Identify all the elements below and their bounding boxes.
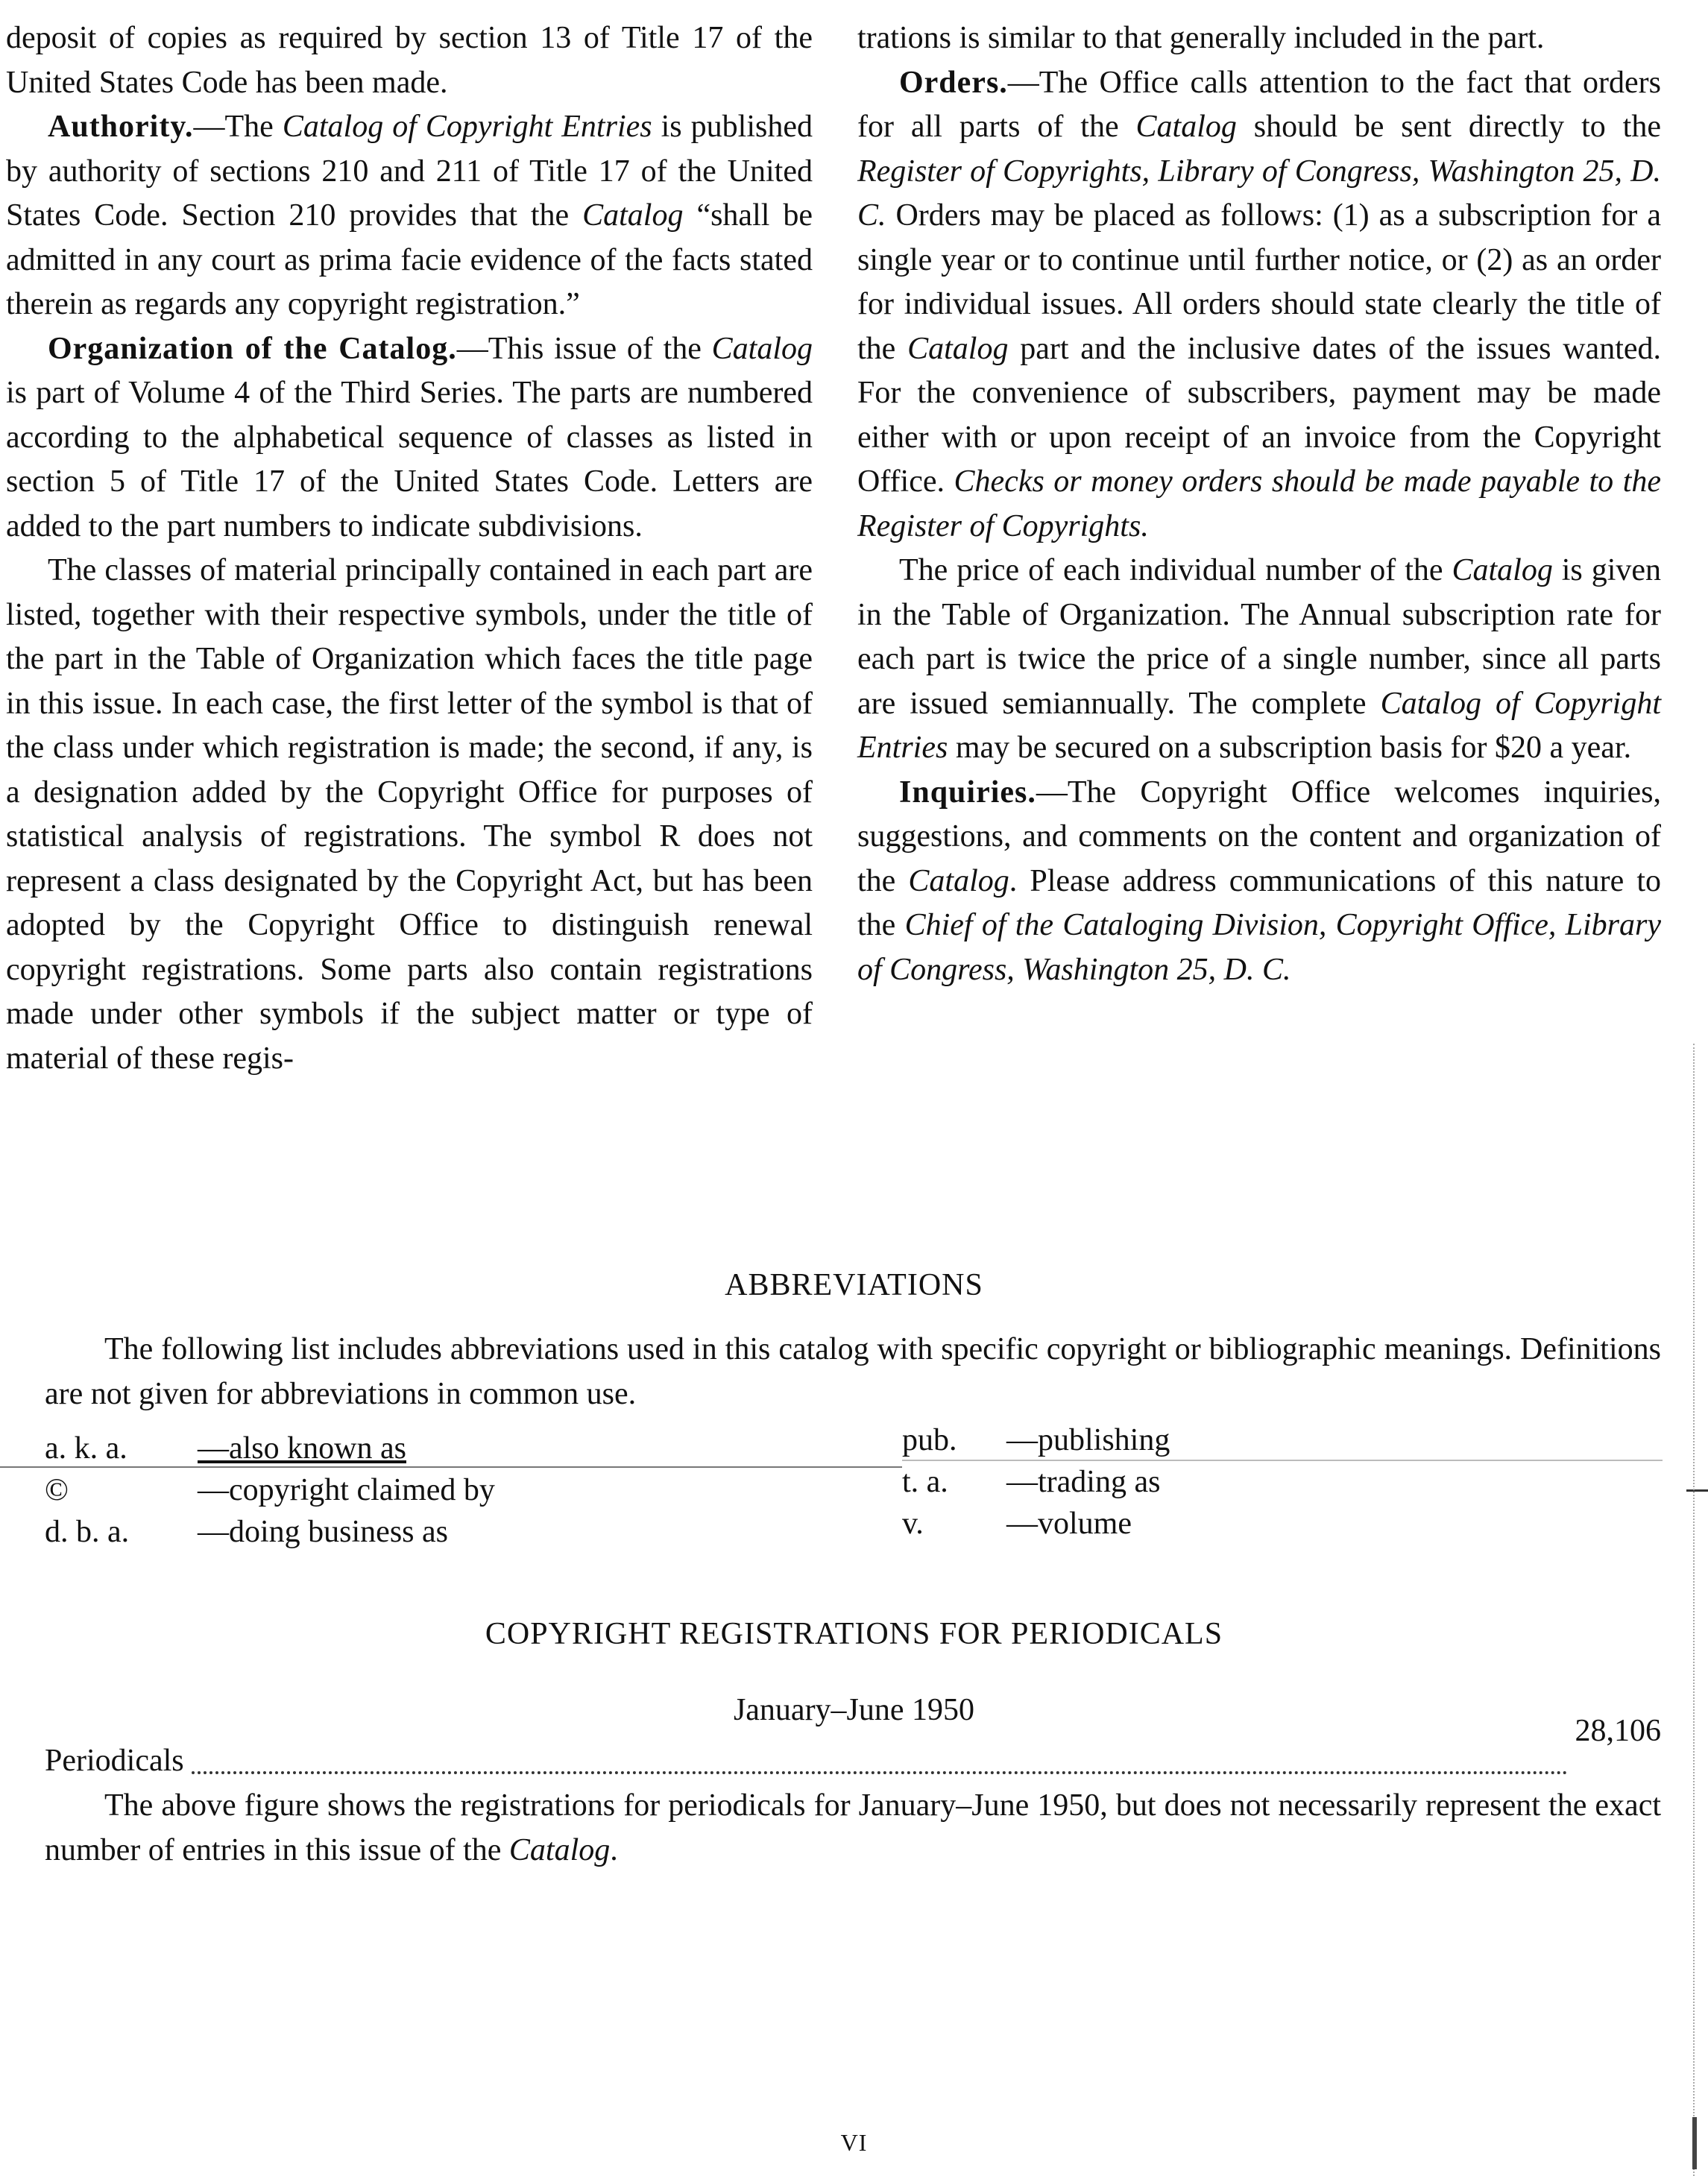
organization-paragraph: Organization of the Catalog.—This issue of the Catalog is part of Volume 4 of the Third Series. The parts are numbered according to the alphabetical sequence of classes as listed in section 5 of Title 17 of the United States Code. Letters are added to the part numbers to indicate subdivisions. [6, 331, 813, 543]
price-paragraph: The price of each individual number of the Catalog is given in the Table of Organization. The Annual subscription rate for each part is twice the price of a single number, since all parts are issued semiannually. The complete Catalog of Copyright Entries may be secured on a subscription basis for $20 a year. [857, 553, 1662, 765]
abbreviation-term: v. [902, 1507, 924, 1541]
continued-paragraph: deposit of copies as required by section 13 of Title 17 of the United States Code has been made. [6, 21, 813, 100]
abbreviation-definition: —copyright claimed by [198, 1473, 495, 1507]
abbreviations-title: ABBREVIATIONS [725, 1268, 983, 1302]
abbreviation-item [45, 1511, 495, 1553]
classes-paragraph: The classes of material principally contained in each part are listed, together with their respective symbols, under the title of the part in the Table of Organization which faces the title page in this issue. In each case, the first letter of the symbol is that of the class under which registration is made; the second, if any, is a designation added by the Copyright Office for purposes of statistical analysis of registrations. The symbol R does not represent a class designated by the Copyright Act, but has been adopted by the Copyright Office to distinguish renewal copyright registrations. Some parts also contain registrations made under other symbols if the subject matter or type of material of these regis- [6, 553, 813, 1076]
abbreviation-definition: —trading as [1006, 1465, 1161, 1499]
registrations-title: COPYRIGHT REGISTRATIONS FOR PERIODICALS [485, 1617, 1223, 1651]
abbreviations-intro: The following list includes abbreviations used in this catalog with specific copyright or bibliographic meanings. Definitions are not given for abbreviations in common use. [45, 1332, 1661, 1411]
continued-paragraph-right: trations is similar to that generally included in the part. [857, 21, 1545, 55]
dot-leader [192, 1771, 1568, 1774]
abbreviation-item [902, 1419, 1170, 1461]
abbreviation-list-left [45, 1428, 495, 1553]
scan-edge-dark [1692, 2117, 1697, 2169]
abbreviation-list-right [902, 1419, 1170, 1545]
abbreviation-term: a. k. a. [45, 1431, 127, 1466]
inquiries-paragraph: Inquiries.—The Copyright Office welcomes inquiries, suggestions, and comments on the content and organization of the Catalog. Please address communications of this nature to the Chief of the Cataloging Division, Copyright Office, Library of Congress, Washington 25, D. C. [857, 775, 1662, 987]
abbreviation-definition: —doing business as [198, 1515, 448, 1549]
periodicals-label: Periodicals [45, 1744, 184, 1778]
registrations-period: January–June 1950 [733, 1693, 975, 1727]
page-number: VI [840, 2129, 868, 2156]
abbreviation-item [902, 1503, 1170, 1545]
registrations-note: The above figure shows the registrations for periodicals for January–June 1950, but does not necessarily represent the exact number of entries in this issue of the Catalog. [45, 1788, 1661, 1867]
periodicals-count: 28,106 [1575, 1714, 1661, 1748]
copyright-symbol: © [45, 1473, 69, 1507]
abbreviation-term: t. a. [902, 1465, 948, 1499]
orders-heading: Orders. [899, 65, 1008, 100]
abbreviation-term: pub. [902, 1423, 957, 1457]
scan-edge [1693, 1044, 1699, 2176]
abbreviation-definition: —also known as [198, 1431, 406, 1466]
organization-heading: Organization of the Catalog. [48, 331, 457, 366]
orders-paragraph: Orders.—The Office calls attention to the fact that orders for all parts of the Catalog should be sent directly to the Register of Copyrights, Library of Congress, Washington 25, D. C. Orders may be placed as follows: (1) as a subscription for a single year or to continue until further notice, or (2) as an order for individual issues. All orders should state clearly the title of the Catalog part and the inclusive dates of the issues wanted. For the convenience of subscribers, payment may be made either with or upon receipt of an invoice from the Copyright Office. Checks or money orders should be made payable to the Register of Copyrights. [857, 65, 1662, 543]
right-column [857, 16, 1661, 992]
inquiries-heading: Inquiries. [899, 775, 1036, 810]
abbreviation-item [45, 1428, 495, 1469]
abbreviation-item [902, 1461, 1170, 1503]
abbreviation-term: d. b. a. [45, 1515, 130, 1549]
abbreviation-definition: —publishing [1006, 1423, 1170, 1457]
periodicals-row [45, 1714, 1661, 1783]
authority-paragraph: Authority.—The Catalog of Copyright Entries is published by authority of sections 210 and 211 of Title 17 of the United States Code. Section 210 provides that the Catalog “shall be admitted in any court as prima facie evidence of the facts stated therein as regards any copyright registration.” [6, 110, 813, 321]
abbreviation-definition: —volume [1006, 1507, 1132, 1541]
authority-heading: Authority. [48, 110, 194, 144]
abbreviation-item [45, 1469, 495, 1511]
left-column [6, 16, 813, 1081]
